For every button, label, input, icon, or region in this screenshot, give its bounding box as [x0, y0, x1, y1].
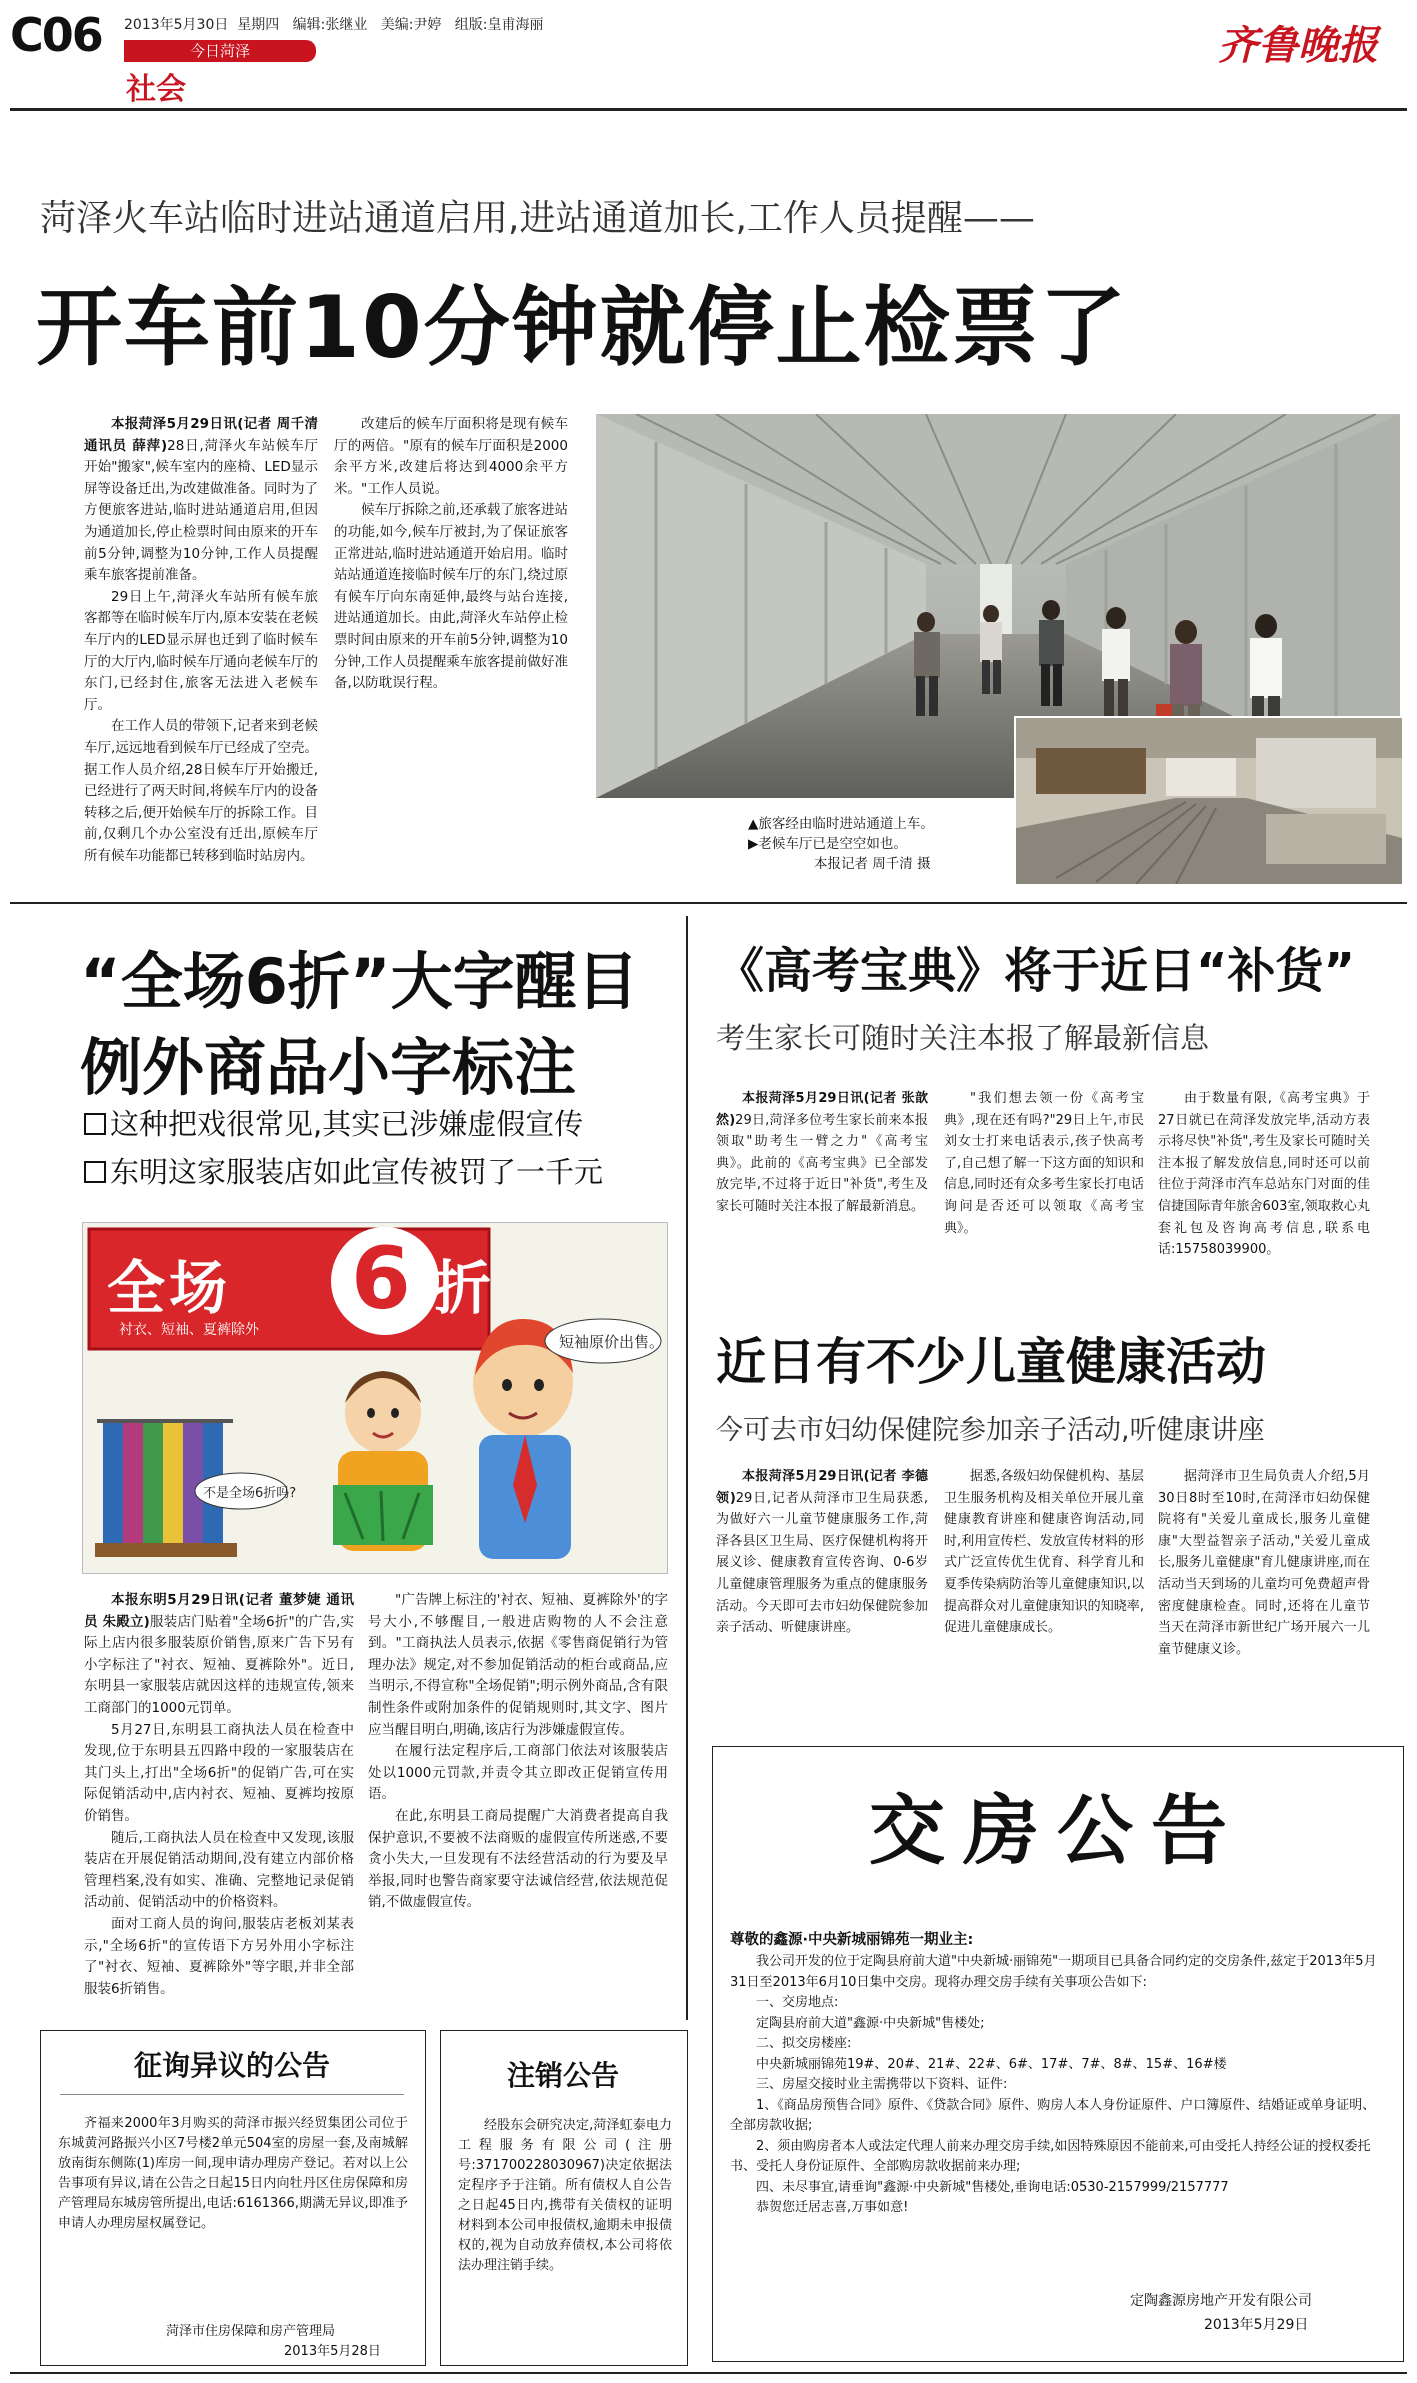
waiting-hall-photo-art [1016, 718, 1402, 884]
exam-column-1 [716, 1088, 928, 1318]
lead-para-4: 改建后的候车厅面积将是现有候车厅的两倍。"原有的候车厅面积是2000余平方米,改建后将达到4000余平方米。"工作人员说。 [334, 416, 568, 497]
kids-column-3 [1158, 1466, 1370, 1732]
sale-para-2: 5月27日,东明县工商执法人员在检查中发现,位于东明县五四路中段的一家服装店在其门头上,打出"全场6折"的促销广告,可在实际促销活动中,店内衬衣、短袖、夏裤均按原价销售。 [84, 1721, 354, 1824]
objection-signer: 菏泽市住房保障和房产管理局 [166, 2324, 336, 2339]
handover-body [730, 1952, 1380, 2219]
lead-headline: 开车前10分钟就停止检票了 [36, 278, 1128, 378]
objection-title-rule [60, 2094, 404, 2095]
kids-column-2 [944, 1466, 1144, 1732]
mid-column-rule [686, 916, 688, 2020]
paper-name-logo: 齐鲁晚报 [1218, 22, 1378, 69]
lead-para-1: 28日,菏泽火车站候车厅开始"搬家",候车室内的座椅、LED显示屏等设备迁出,为改建做准备。同时为了方便旅客进站,临时进站通道启用,但因为通道加长,停止检票时间由原来的开车前5分钟,调整为10分钟,工作人员提醒乘车旅客提前准备。 [84, 437, 318, 584]
issue-weekday: 星期四 [237, 17, 280, 33]
handover-date: 2013年5月29日 [1204, 2317, 1309, 2333]
handover-item-4: 中央新城丽锦苑19#、20#、21#、22#、6#、17#、7#、8#、15#、16#楼 [756, 2056, 1227, 2072]
lead-column-2 [334, 414, 568, 886]
sale-subhead-2-text: 东明这家服装店如此宣传被罚了一千元 [110, 1155, 604, 1189]
sale-column-2 [368, 1590, 668, 2015]
handover-greeting: 尊敬的鑫源·中央新城丽锦苑一期业主: [730, 1932, 974, 1948]
handover-item-2: 定陶县府前大道"鑫源·中央新城"售楼处; [756, 2015, 985, 2031]
kids-para-2: 据悉,各级妇幼保健机构、基层卫生服务机构及相关单位开展儿童健康教育讲座和健康咨询活动,同时,利用宣传栏、发放宣传材料的形式广泛宣传优生优育、科学育儿和夏季传染病防治等儿童健康知识,以提高群众对儿童健康知识的知晓率,促进儿童健康成长。 [944, 1469, 1144, 1636]
lead-column-1 [84, 414, 318, 886]
sale-para-1: 服装店门贴着"全场6折"的广告,实际上店内很多服装原价销售,原来广告下另有小字标注了"衬衣、短袖、夏裤除外"。近日,东明县一家服装店就因这样的违规宣传,领来工商部门的1000元罚单。 [84, 1613, 354, 1716]
kids-byline: 本报菏泽5月29日讯(记者 李德领) [716, 1469, 928, 1506]
caption-line-1: ▲旅客经由临时进站通道上车。 [748, 816, 934, 832]
exam-column-3 [1158, 1088, 1370, 1318]
sale-headline-1: “全场6折”大字醒目 [80, 945, 639, 1018]
sign-text-end: 折 [433, 1254, 492, 1322]
sale-headline-2: 例外商品小字标注 [80, 1031, 577, 1104]
handover-item-3: 二、拟交房楼座: [756, 2036, 852, 2051]
checkbox-icon [84, 1113, 106, 1135]
speech-bubble-customer: 不是全场6折吗? [203, 1486, 297, 1501]
handover-item-6: 1、《商品房预售合同》原件、《贷款合同》原件、购房人本人身份证原件、户口簿原件、结婚证或单身证明、全部房款收据; [730, 2097, 1376, 2133]
masthead-info [124, 14, 544, 34]
handover-signer: 定陶鑫源房地产开发有限公司 [1130, 2293, 1312, 2309]
masthead-rule [10, 108, 1407, 111]
editor-credit: 编辑:张继业 [292, 17, 368, 33]
handover-title: 交房公告 [869, 1786, 1245, 1875]
handover-item-9: 恭贺您迁居志喜,万事如意! [756, 2200, 909, 2215]
lead-kicker: 菏泽火车站临时进站通道启用,进站通道加长,工作人员提醒—— [40, 198, 1035, 239]
composer-credit: 组版:皇甫海丽 [454, 17, 544, 33]
caption-credit: 本报记者 周千清 摄 [814, 856, 931, 872]
cancel-body: 经股东会研究决定,菏泽虹泰电力工程服务有限公司(注册号:371700228030967)决定依据法定程序予于注销。所有债权人自公告之日起45日内,携带有关债权的证明材料到本公司申报债权,逾期未申报债权的,视为自动放弃债权,本公司将依法办理注销手续。 [458, 2118, 672, 2273]
exam-para-3: 由于数量有限,《高考宝典》于27日就已在菏泽发放完毕,活动方表示将尽快"补货",考生及家长可随时关注本报了解发放信息,同时还可以前往位于菏泽市汽车总站东门对面的佳信捷国际青年旅舍603室,领取救心丸套礼包及咨询高考信息,联系电话:15758039900。 [1158, 1091, 1370, 1258]
sale-subhead-2 [84, 1150, 603, 1191]
sale-column-1 [84, 1590, 354, 2015]
sale-cartoon [82, 1222, 668, 1574]
photo-caption [748, 814, 934, 874]
handover-intro: 我公司开发的位于定陶县府前大道"中央新城·丽锦苑"一期项目已具备合同约定的交房条件,兹定于2013年5月31日至2013年6月10日集中交房。现将办理交房手续有关事项公告如下: [730, 1954, 1377, 1990]
objection-body: 齐福来2000年3月购买的菏泽市振兴经贸集团公司位于东城黄河路振兴小区7号楼2单元504室的房屋一套,及南城解放南街东侧陈(1)库房一间,现申请办理房产登记。若对以上公告事项有异议,请在公告之日起15日内向牡丹区住房保障和房产管理局东城房管所提出,电话:6161366,期满无异议,即准予申请人办理房屋权属登记。 [58, 2116, 408, 2231]
cancel-title: 注销公告 [506, 2059, 619, 2092]
sale-para-7: 在此,东明县工商局提醒广大消费者提高自我保护意识,不要被不法商贩的虚假宣传所迷惑,不要贪小失大,一旦发现有不法经营活动的行为要及早举报,同时也警告商家要守法诚信经营,依法规范促销,不做虚假宣传。 [368, 1807, 668, 1911]
sign-text-big: 全场 [107, 1254, 232, 1322]
sale-para-5: "广告牌上标注的'衬衣、短袖、夏裤除外'的字号大小,不够醒目,一般进店购物的人不会注意到。"工商执法人员表示,依据《零售商促销行为管理办法》规定,对不参加促销活动的柜台或商品,应当明示,不得宣称"全场促销";明示例外商品,含有限制性条件或附加条件的促销规则时,其文字、图片应当醒目明白,明确,该店行为涉嫌虚假宣传。 [368, 1592, 668, 1738]
page-number: C06 [10, 8, 102, 62]
handover-item-1: 一、交房地点: [756, 1995, 839, 2010]
exam-headline: 《高考宝典》将于近日“补货” [716, 943, 1356, 999]
section-label: 社会 [126, 72, 186, 107]
caption-line-2: ▶老候车厅已是空空如也。 [748, 836, 907, 852]
speech-bubble-clerk: 短袖原价出售。 [559, 1333, 665, 1351]
handover-item-5: 三、房屋交接时业主需携带以下资料、证件: [756, 2077, 1008, 2092]
designer-credit: 美编:尹婷 [380, 17, 442, 33]
exam-para-2: "我们想去领一份《高考宝典》,现在还有吗?"29日上午,市民刘女士打来电话表示,孩子快高考了,自己想了解一下这方面的知识和信息,同时还有众多考生家长打电话询问是否还可以领取《高考宝典》。 [944, 1091, 1144, 1236]
kids-headline: 近日有不少儿童健康活动 [716, 1333, 1266, 1391]
kids-para-1: 29日,记者从菏泽市卫生局获悉,为做好六一儿童节健康服务工作,菏泽各县区卫生局、医疗保健机构将开展义诊、健康教育宣传咨询、0-6岁儿童健康管理服务为重点的健康服务活动。今天即可去市妇幼保健院参加亲子活动、听健康讲座。 [716, 1490, 928, 1636]
exam-column-2 [944, 1088, 1144, 1318]
exam-subhead: 考生家长可随时关注本报了解最新信息 [716, 1021, 1210, 1055]
kids-para-3: 据菏泽市卫生局负责人介绍,5月30日8时至10时,在菏泽市妇幼保健院将有"关爱儿童成长,服务儿童健康"大型益智亲子活动,"关爱儿童成长,服务儿童健康"育儿健康讲座,而在活动当天到场的儿童均可免费超声骨密度健康检查。同时,还将在儿童节当天在菏泽市新世纪广场开展六一儿童节健康义诊。 [1158, 1469, 1370, 1657]
kids-subhead: 今可去市妇幼保健院参加亲子活动,听健康讲座 [716, 1415, 1265, 1446]
lead-para-3: 在工作人员的带领下,记者来到老候车厅,远远地看到候车厅已经成了空壳。据工作人员介绍,28日候车厅开始搬迁,已经进行了两天时间,将候车厅内的设备转移之后,便开始候车厅的拆除工作。目前,仅剩几个办公室没有迁出,原候车厅所有候车功能都已转移到临时站房内。 [84, 718, 318, 864]
sale-para-3: 随后,工商执法人员在检查中又发现,该服装店在开展促销活动期间,没有建立内部价格管理档案,没有如实、准确、完整地记录促销活动前、促销活动中的价格资料。 [84, 1829, 354, 1911]
sign-text-number: 6 [351, 1229, 411, 1329]
lead-byline: 本报菏泽5月29日讯(记者 周千清 通讯员 薛萍) [84, 416, 318, 454]
sale-byline: 本报东明5月29日讯(记者 董梦婕 通讯员 朱殿立) [84, 1592, 354, 1630]
objection-date: 2013年5月28日 [284, 2344, 381, 2359]
page-bottom-rule [10, 2372, 1407, 2374]
issue-date: 2013年5月30日 [124, 17, 229, 33]
handover-item-8: 四、未尽事宜,请垂询"鑫源·中央新城"售楼处,垂询电话:0530-2157999/2157777 [756, 2179, 1229, 2195]
kids-column-1 [716, 1466, 928, 1732]
sale-subhead-1-text: 这种把戏很常见,其实已涉嫌虚假宣传 [110, 1107, 584, 1141]
exam-para-1: 29日,菏泽多位考生家长前来本报领取"助考生一臂之力"《高考宝典》。此前的《高考宝典》已全部发放完毕,不过将于近日"补货",考生及家长可随时关注本报了解最新消息。 [716, 1112, 928, 1214]
waiting-hall-photo [1014, 716, 1404, 886]
sale-para-4: 面对工商人员的询问,服装店老板刘某表示,"全场6折"的宣传语下方另外用小字标注了"衬衣、短袖、夏裤除外"等字眼,并非全部服装6折销售。 [84, 1915, 354, 1997]
sale-subhead-1 [84, 1102, 583, 1143]
section-tag: 今日菏泽 [124, 40, 316, 62]
sign-text-small: 衬衣、短袖、夏裤除外 [119, 1322, 259, 1338]
handover-item-7: 2、须由购房者本人或法定代理人前来办理交房手续,如因特殊原因不能前来,可由受托人持经公证的授权委托书、受托人身份证原件、全部购房款收据前来办理; [730, 2138, 1371, 2174]
lead-para-2: 29日上午,菏泽火车站所有候车旅客都等在临时候车厅内,原本安装在老候车厅内的LED显示屏也迁到了临时候车厅的大厅内,临时候车厅通向老候车厅的东门,已经封住,旅客无法进入老候车厅。 [84, 588, 318, 713]
lead-bottom-rule [10, 902, 1407, 904]
checkbox-icon [84, 1161, 106, 1183]
objection-title: 征询异议的公告 [133, 2049, 330, 2082]
sale-para-6: 在履行法定程序后,工商部门依法对该服装店处以1000元罚款,并责令其立即改正促销宣传用语。 [368, 1743, 668, 1803]
exam-byline: 本报菏泽5月29日讯(记者 张歆然) [716, 1091, 928, 1128]
lead-para-5: 候车厅拆除之前,还承载了旅客进站的功能,如今,候车厅被封,为了保证旅客正常进站,临时进站通道开始启用。临时站站通道连接临时候车厅的东门,绕过原有候车厅向东南延伸,最终与站台连接,进站通道加长。由此,菏泽火车站停止检票时间由原来的开车前5分钟,调整为10分钟,工作人员提醒乘车旅客提前做好准备,以防耽误行程。 [334, 502, 568, 692]
